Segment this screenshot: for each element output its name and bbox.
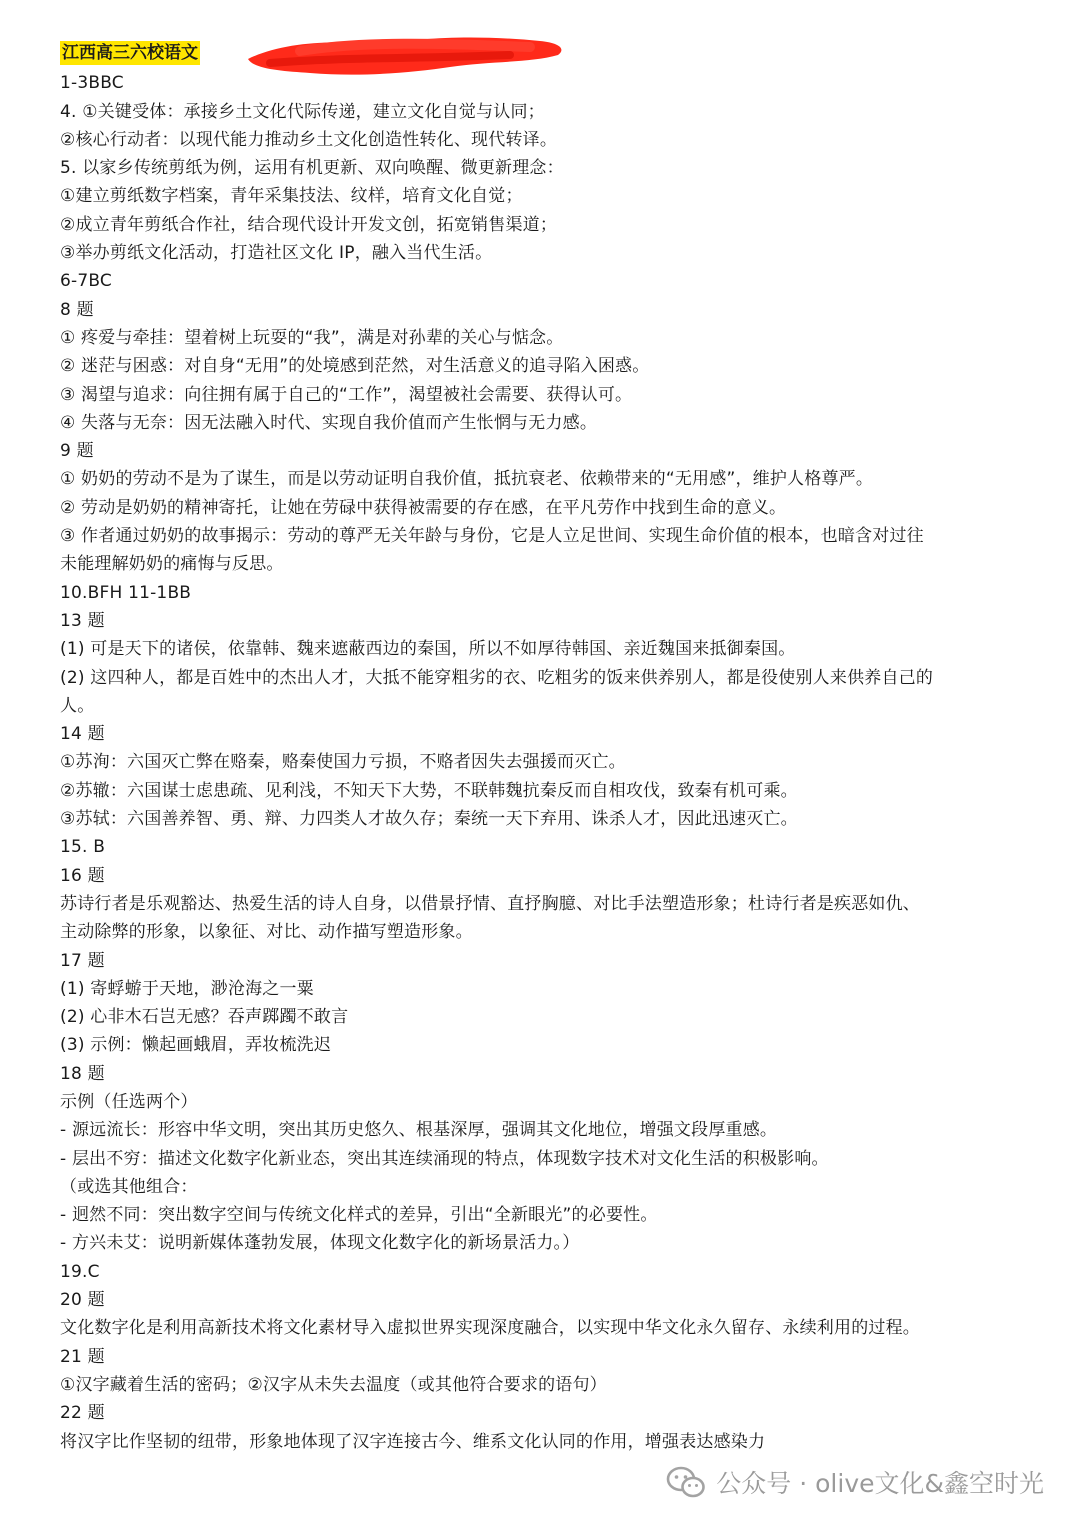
answer-line: 20 题 xyxy=(60,1290,105,1311)
answer-line: ②苏辙：六国谋士虑患疏、见利浅，不知天下大势，不联韩魏抗秦反而自相攻伐，致秦有机可乘。 xyxy=(60,780,798,801)
answer-line: 22 题 xyxy=(60,1403,105,1424)
answer-line: ② 迷茫与困惑：对自身“无用”的处境感到茫然，对生活意义的追寻陷入困惑。 xyxy=(60,356,650,377)
footer-watermark xyxy=(666,1464,1044,1500)
answer-line: 1-3BBC xyxy=(60,73,124,94)
answer-line: ③举办剪纸文化活动，打造社区文化 IP，融入当代生活。 xyxy=(60,243,493,264)
answer-line: 16 题 xyxy=(60,865,105,886)
answer-line: (1) 寄蜉蝣于天地，渺沧海之一粟 xyxy=(60,978,314,999)
answer-line: 9 题 xyxy=(60,441,94,462)
answer-line: 10.BFH 11-1BB xyxy=(60,582,192,603)
answer-line: - 迥然不同：突出数字空间与传统文化样式的差异，引出“全新眼光”的必要性。 xyxy=(60,1205,658,1226)
answer-line: ②成立青年剪纸合作社，结合现代设计开发文创，拓宽销售渠道； xyxy=(60,214,558,235)
answer-line: 主动除弊的形象，以象征、对比、动作描写塑造形象。 xyxy=(60,922,473,943)
answer-line: 将汉字比作坚韧的纽带，形象地体现了汉字连接古今、维系文化认同的作用，增强表达感染力 xyxy=(60,1431,766,1452)
answer-line: - 源远流长：形容中华文明，突出其历史悠久、根基深厚，强调其文化地位，增强文段厚重感。 xyxy=(60,1120,778,1141)
footer-text: 公众号 · olive文化&鑫空时光 xyxy=(716,1469,1044,1498)
answer-line: ②核心行动者：以现代能力推动乡土文化创造性转化、现代转译。 xyxy=(60,129,558,150)
answer-line: （或选其他组合： xyxy=(60,1176,198,1197)
answer-line: (1) 可是天下的诸侯，依靠韩、魏来遮蔽西边的秦国，所以不如厚待韩国、亲近魏国来抵御秦国。 xyxy=(60,639,796,660)
answer-line: 15. B xyxy=(60,837,106,858)
answer-line: 17 题 xyxy=(60,950,105,971)
answer-line: 18 题 xyxy=(60,1063,105,1084)
title-row xyxy=(60,41,1050,69)
redaction-scribble xyxy=(240,33,570,79)
answer-line: - 层出不穷：描述文化数字化新业态，突出其连续涌现的特点，体现数字技术对文化生活的积极影响。 xyxy=(60,1148,829,1169)
answer-line: ② 劳动是奶奶的精神寄托，让她在劳碌中获得被需要的存在感，在平凡劳作中找到生命的意义。 xyxy=(60,497,787,518)
answer-line: 14 题 xyxy=(60,724,105,745)
answer-line: 8 题 xyxy=(60,299,94,320)
answer-line: (3) 示例：懒起画蛾眉，弄妆梳洗迟 xyxy=(60,1035,332,1056)
answer-line: 21 题 xyxy=(60,1346,105,1367)
answer-line: 文化数字化是利用高新技术将文化素材导入虚拟世界实现深度融合，以实现中华文化永久留存、永续利用的过程。 xyxy=(60,1318,920,1339)
answer-line: ① 奶奶的劳动不是为了谋生，而是以劳动证明自我价值，抵抗衰老、依赖带来的“无用感”，维护人格尊严。 xyxy=(60,469,874,490)
answer-line: 13 题 xyxy=(60,610,105,631)
answer-line: 5. 以家乡传统剪纸为例，运用有机更新、双向唤醒、微更新理念： xyxy=(60,158,564,179)
answer-line: 6-7BC xyxy=(60,271,112,292)
answer-line: 4. ①关键受体：承接乡土文化代际传递，建立文化自觉与认同； xyxy=(60,101,545,122)
answer-line: ③苏轼：六国善养智、勇、辩、力四类人才故久存；秦统一天下弃用、诛杀人才，因此迅速灭亡。 xyxy=(60,809,798,830)
answer-line: 示例（任选两个） xyxy=(60,1091,198,1112)
answer-line: - 方兴未艾：说明新媒体蓬勃发展，体现文化数字化的新场景活力。） xyxy=(60,1233,580,1254)
answer-line: 人。 xyxy=(60,695,95,716)
answer-sheet xyxy=(60,41,1050,1456)
document-title: 江西高三六校语文 xyxy=(62,43,198,63)
answer-line: 未能理解奶奶的痛悔与反思。 xyxy=(60,554,284,575)
answer-line: 苏诗行者是乐观豁达、热爱生活的诗人自身，以借景抒情、直抒胸臆、对比手法塑造形象；杜诗行者是疾恶如仇、 xyxy=(60,893,920,914)
answer-line: ① 疼爱与牵挂：望着树上玩耍的“我”，满是对孙辈的关心与惦念。 xyxy=(60,327,564,348)
answer-line: ①汉字藏着生活的密码；②汉字从未失去温度（或其他符合要求的语句） xyxy=(60,1374,607,1395)
answer-line: ④ 失落与无奈：因无法融入时代、实现自我价值而产生怅惘与无力感。 xyxy=(60,412,598,433)
answer-lines xyxy=(60,69,1050,1456)
answer-line: ③ 渴望与追求：向往拥有属于自己的“工作”，渴望被社会需要、获得认可。 xyxy=(60,384,633,405)
answer-line: (2) 这四种人，都是百姓中的杰出人才，大抵不能穿粗劣的衣、吃粗劣的饭来供养别人，都是役使别人来供养自己的 xyxy=(60,667,934,688)
answer-line: (2) 心非木石岂无感？吞声踯躅不敢言 xyxy=(60,1007,349,1028)
answer-line: ③ 作者通过奶奶的故事揭示：劳动的尊严无关年龄与身份，它是人立足世间、实现生命价值的根本，也暗含对过往 xyxy=(60,526,924,547)
answer-line: ①苏洵：六国灭亡弊在赂秦，赂秦使国力亏损，不赂者因失去强援而灭亡。 xyxy=(60,752,626,773)
answer-line: ①建立剪纸数字档案，青年采集技法、纹样，培育文化自觉； xyxy=(60,186,523,207)
wechat-icon xyxy=(666,1465,706,1499)
answer-line: 19.C xyxy=(60,1261,100,1282)
